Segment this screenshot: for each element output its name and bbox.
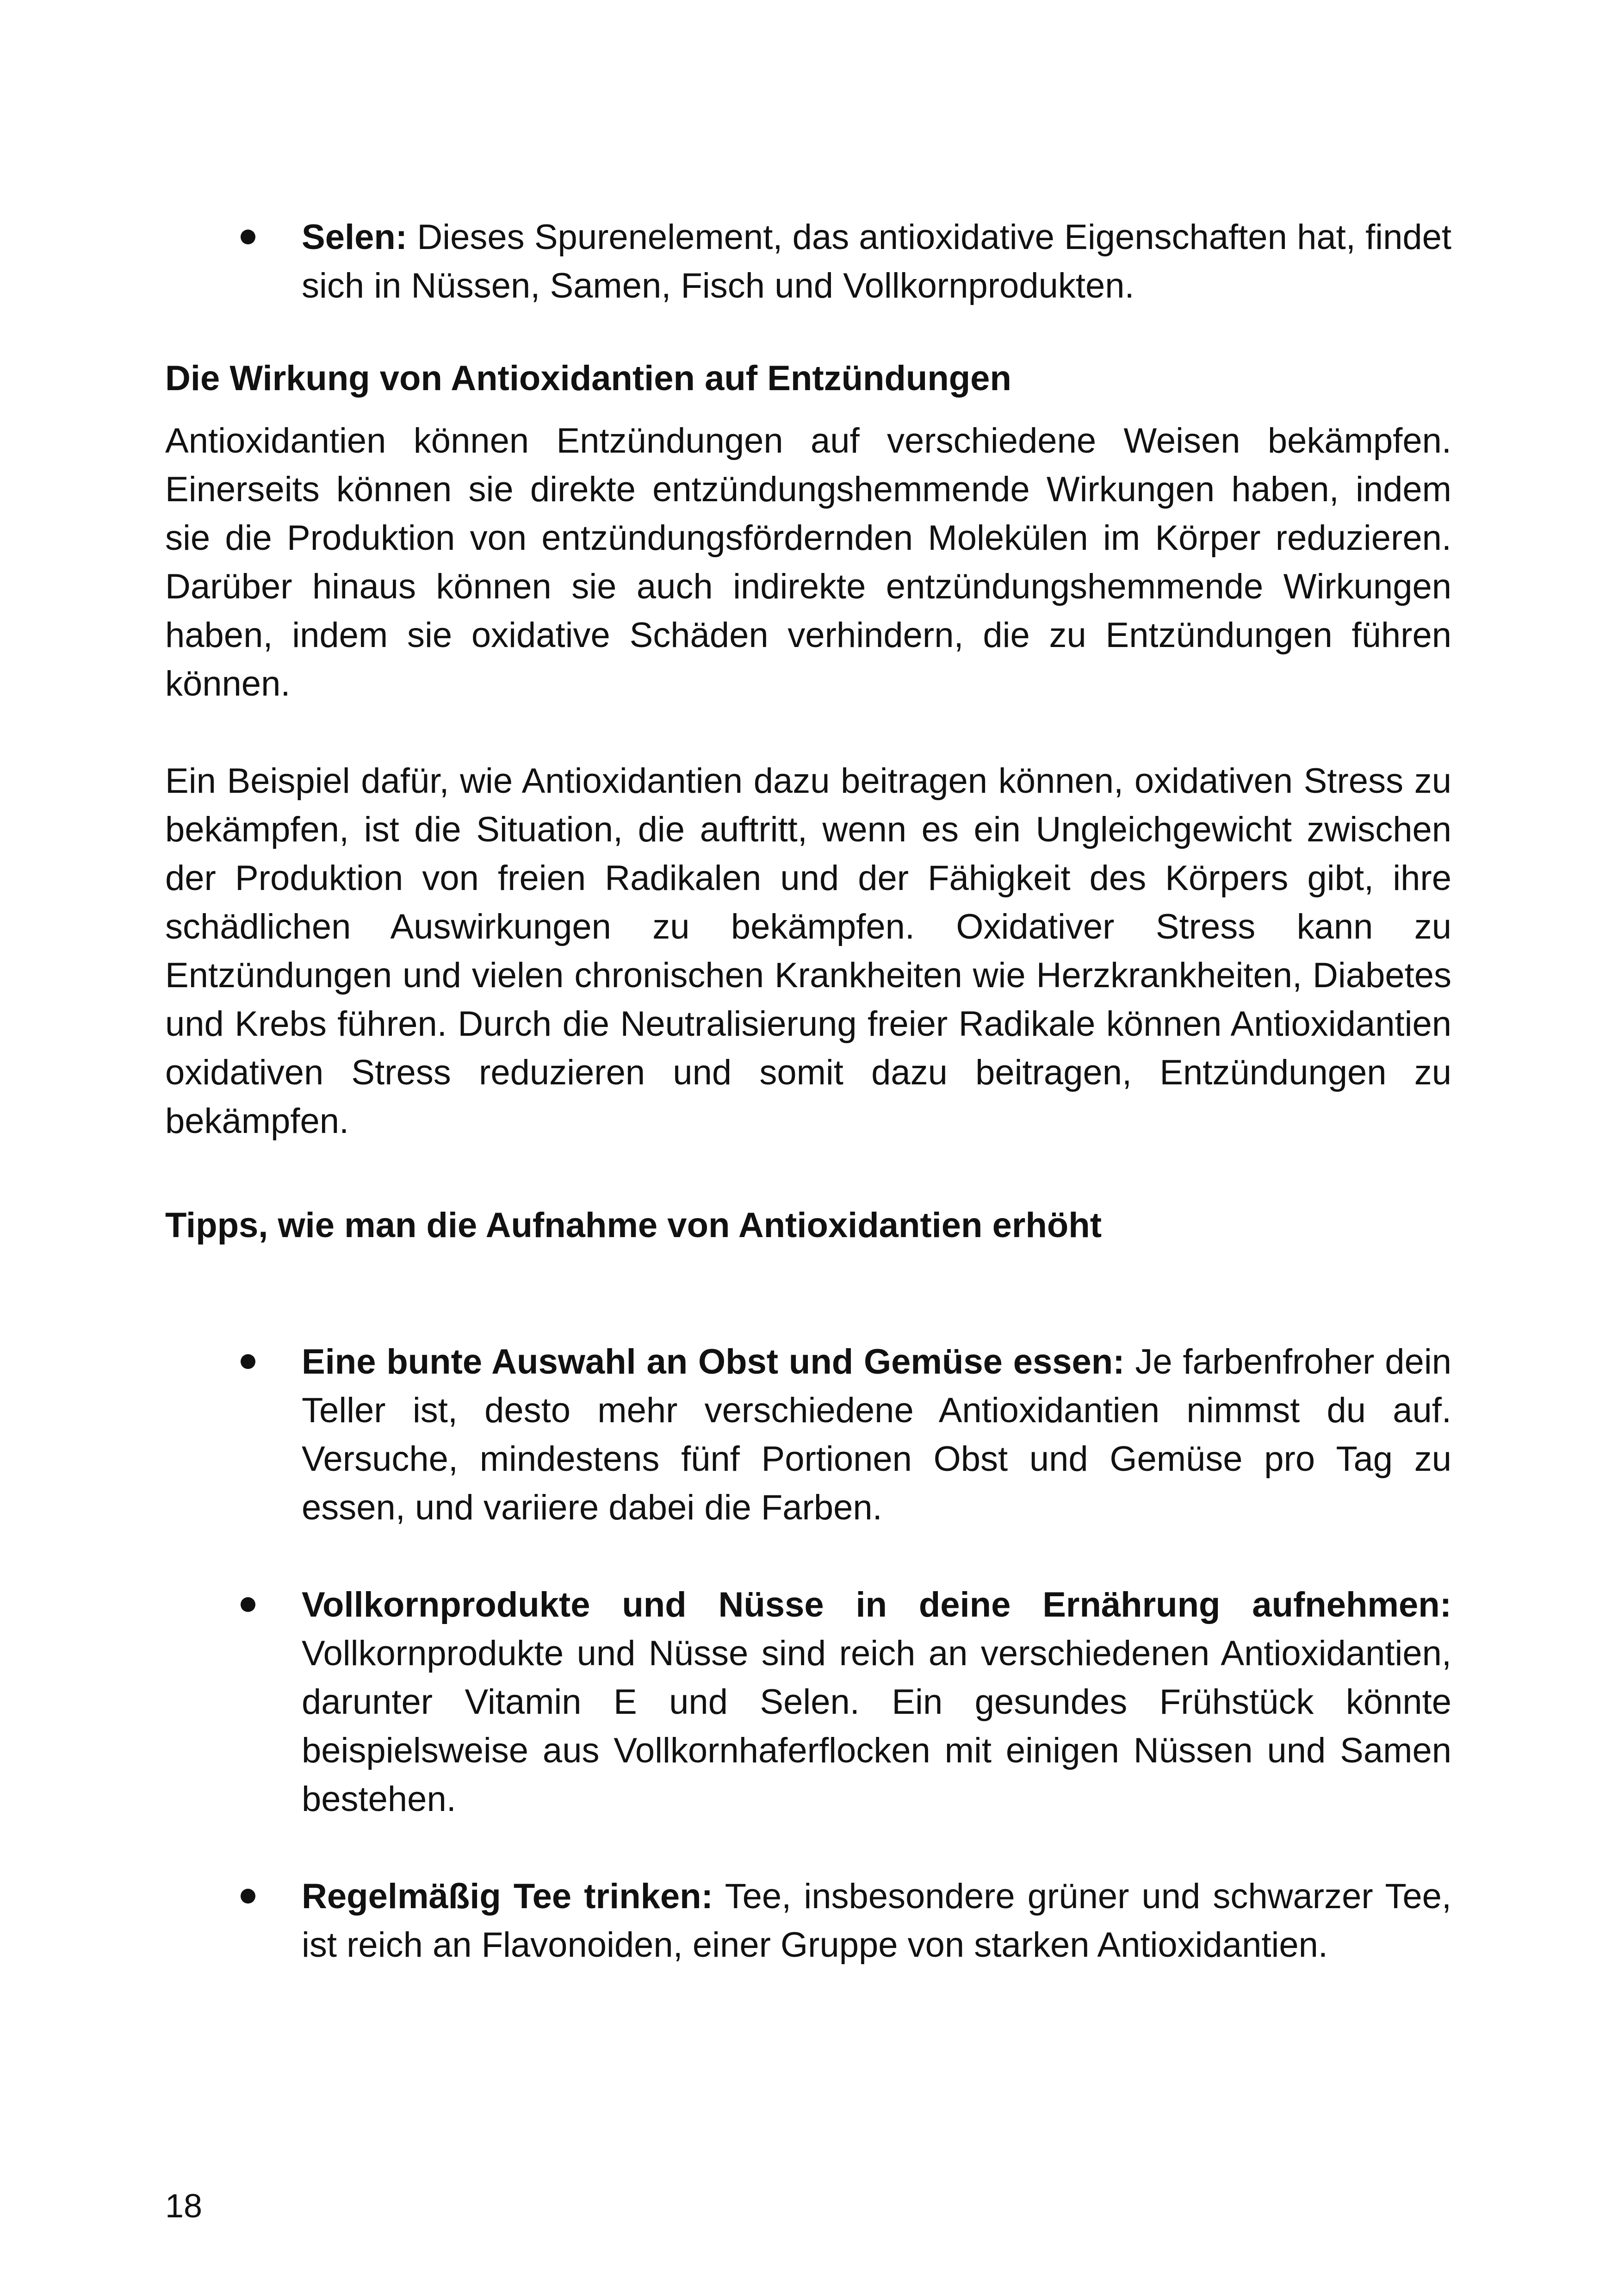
list-item: [165, 213, 1451, 310]
bullet-icon: [241, 1889, 255, 1904]
section-heading: Die Wirkung von Antioxidantien auf Entzündungen: [165, 359, 1011, 398]
list-item-term: Regelmäßig Tee trinken:: [302, 1877, 713, 1916]
nutrient-list: [165, 213, 1451, 310]
list-item-term: Vollkornprodukte und Nüsse in deine Ernährung aufnehmen:: [302, 1585, 1451, 1624]
section-heading: Tipps, wie man die Aufnahme von Antioxidantien erhöht: [165, 1206, 1102, 1245]
list-item: [165, 1338, 1451, 1532]
bullet-icon: [241, 230, 255, 244]
page-content: [165, 213, 1451, 1969]
list-item-term: Selen:: [302, 218, 408, 257]
list-item-text: Vollkornprodukte und Nüsse sind reich an verschiedenen Antioxidantien, darunter Vitamin E und Selen. Ein gesundes Frühstück könnte beispielsweise aus Vollkornhaferflocken mit einigen Nüssen und Samen bestehen.: [302, 1634, 1451, 1819]
body-paragraph: Antioxidantien können Entzündungen auf verschiedene Weisen bekämpfen. Einerseits können sie direkte entzündungshemmende Wirkungen haben, indem sie die Produktion von entzündungsfördernden Molekülen im Körper reduzieren. Darüber hinaus können sie auch indirekte entzündungshemmende Wirkungen haben, indem sie oxidative Schäden verhindern, die zu Entzündungen führen können.: [165, 421, 1451, 703]
list-item-text: Dieses Spurenelement, das antioxidative Eigenschaften hat, findet sich in Nüssen, Samen, Fisch und Vollkornprodukten.: [302, 218, 1451, 305]
body-paragraph: Ein Beispiel dafür, wie Antioxidantien dazu beitragen können, oxidativen Stress zu bekämpfen, ist die Situation, die auftritt, wenn es ein Ungleichgewicht zwischen der Produktion von freien Radikalen und der Fähigkeit des Körpers gibt, ihre schädlichen Auswirkungen zu bekämpfen. Oxidativer Stress kann zu Entzündungen und vielen chronischen Krankheiten wie Herzkrankheiten, Diabetes und Krebs führen. Durch die Neutralisierung freier Radikale können Antioxidantien oxidativen Stress reduzieren und somit dazu beitragen, Entzündungen zu bekämpfen.: [165, 761, 1451, 1141]
tips-list: [165, 1338, 1451, 1969]
list-item-text: Je farbenfroher dein Teller ist, desto mehr verschiedene Antioxidantien nimmst du auf. Versuche, mindestens fünf Portionen Obst und Gemüse pro Tag zu essen, und variiere dabei die Farben.: [302, 1342, 1451, 1527]
list-item-term: Eine bunte Auswahl an Obst und Gemüse essen:: [302, 1342, 1125, 1381]
page-number: 18: [165, 2188, 203, 2225]
list-item: [165, 1580, 1451, 1823]
list-item-text: Tee, insbesondere grüner und schwarzer Tee, ist reich an Flavonoiden, einer Gruppe von starken Antioxidantien.: [302, 1877, 1452, 1965]
bullet-icon: [241, 1597, 255, 1612]
bullet-icon: [241, 1354, 255, 1369]
list-item: [165, 1872, 1451, 1969]
